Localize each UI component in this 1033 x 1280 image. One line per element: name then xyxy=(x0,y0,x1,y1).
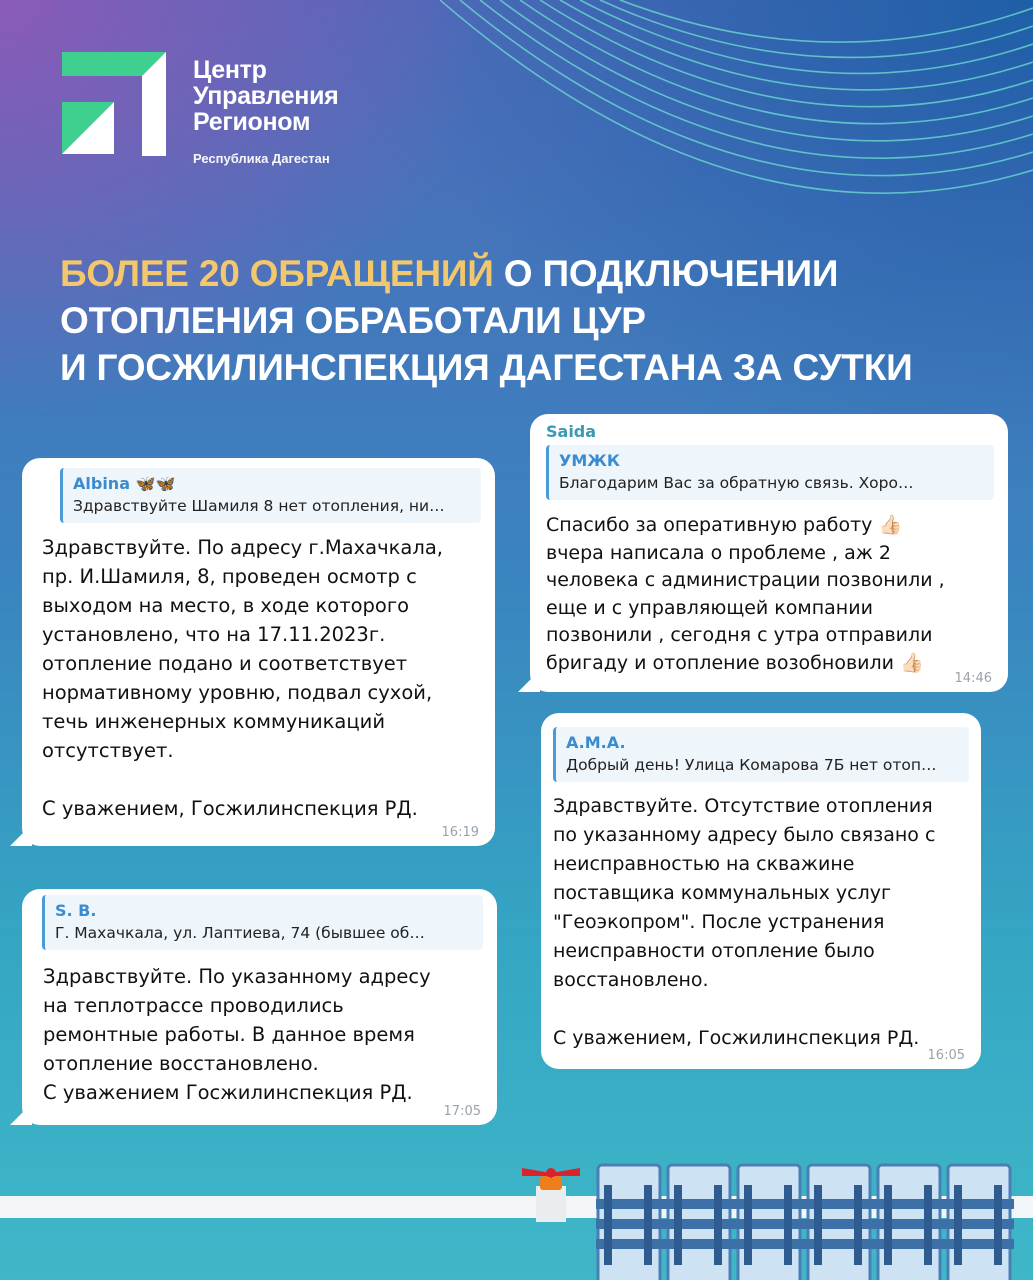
reply-quote[interactable] xyxy=(546,445,994,500)
message-text: Здравствуйте. По указанному адресу на теплотрассе проводились ремонтные работы. В данное время отопление восстановлено. С уважением Госжилинспекция РД. xyxy=(43,965,431,1104)
quote-author: УМЖК xyxy=(559,451,620,470)
quote-author: S. B. xyxy=(55,901,97,920)
page-headline xyxy=(60,250,960,391)
reply-quote[interactable] xyxy=(553,727,969,782)
message-sb xyxy=(22,889,497,1125)
message-time: 14:46 xyxy=(954,671,992,686)
headline-rest: О ПОДКЛЮЧЕНИИ xyxy=(493,253,839,294)
radiator-icon xyxy=(596,1163,1016,1280)
bubble-tail xyxy=(518,670,540,692)
valve-icon xyxy=(520,1164,582,1224)
message-albina xyxy=(22,458,495,846)
brand-region: Республика Дагестан xyxy=(193,151,330,166)
headline-highlight: БОЛЕЕ 20 ОБРАЩЕНИЙ xyxy=(60,253,494,294)
quote-text: Благодарим Вас за обратную связь. Хоро… xyxy=(559,474,914,492)
reply-quote[interactable] xyxy=(42,895,483,950)
brand-line-1: Центр xyxy=(193,56,267,84)
quote-text: Добрый день! Улица Комарова 7Б нет отоп… xyxy=(566,756,937,774)
quote-text: Здравствуйте Шамиля 8 нет отопления, ни… xyxy=(73,497,445,515)
message-text: Здравствуйте. Отсутствие отопления по указанному адресу было связано с неисправностью на скважине поставщика коммунальных услуг "Геоэкопром". После устранения неисправности отопление было восстановлено. С уважением, Госжилинспекция РД. xyxy=(553,795,936,1049)
brand-line-3: Регионом xyxy=(193,108,311,136)
quote-author: A.M.A. xyxy=(566,733,626,752)
quote-author: Albina 🦋🦋 xyxy=(73,474,176,493)
bubble-tail xyxy=(10,824,32,846)
headline-line-2: ОТОПЛЕНИЯ ОБРАБОТАЛИ ЦУР xyxy=(60,300,646,341)
message-ama xyxy=(541,713,981,1069)
message-time: 16:19 xyxy=(441,825,479,840)
brand-line-2: Управления xyxy=(193,82,339,110)
message-saida xyxy=(530,414,1008,692)
message-time: 17:05 xyxy=(443,1104,481,1119)
headline-line-3: И ГОСЖИЛИНСПЕКЦИЯ ДАГЕСТАНА ЗА СУТКИ xyxy=(60,347,913,388)
sender-name: Saida xyxy=(546,422,597,441)
brand-block xyxy=(193,57,338,166)
message-time: 16:05 xyxy=(927,1048,965,1063)
message-text: Спасибо за оперативную работу 👍🏻 вчера написала о проблеме , аж 2 человека с администрации позвонили , еще и с управляющей компании позвонили , сегодня с утра отправили бригаду и отопление возобновили 👍🏻 xyxy=(546,514,945,674)
message-text: Здравствуйте. По адресу г.Махачкала, пр. И.Шамиля, 8, проведен осмотр с выходом на место, в ходе которого установлено, что на 17.11.2023г. отопление подано и соответствует нормативному уровню, подвал сухой, течь инженерных коммуникаций отсутствует. С уважением, Госжилинспекция РД. xyxy=(42,536,443,820)
bubble-tail xyxy=(10,1103,32,1125)
reply-quote[interactable] xyxy=(60,468,481,523)
decorative-arcs xyxy=(440,0,1033,240)
cur-logo-icon xyxy=(62,52,172,160)
quote-text: Г. Махачкала, ул. Лаптиева, 74 (бывшее об… xyxy=(55,924,425,942)
